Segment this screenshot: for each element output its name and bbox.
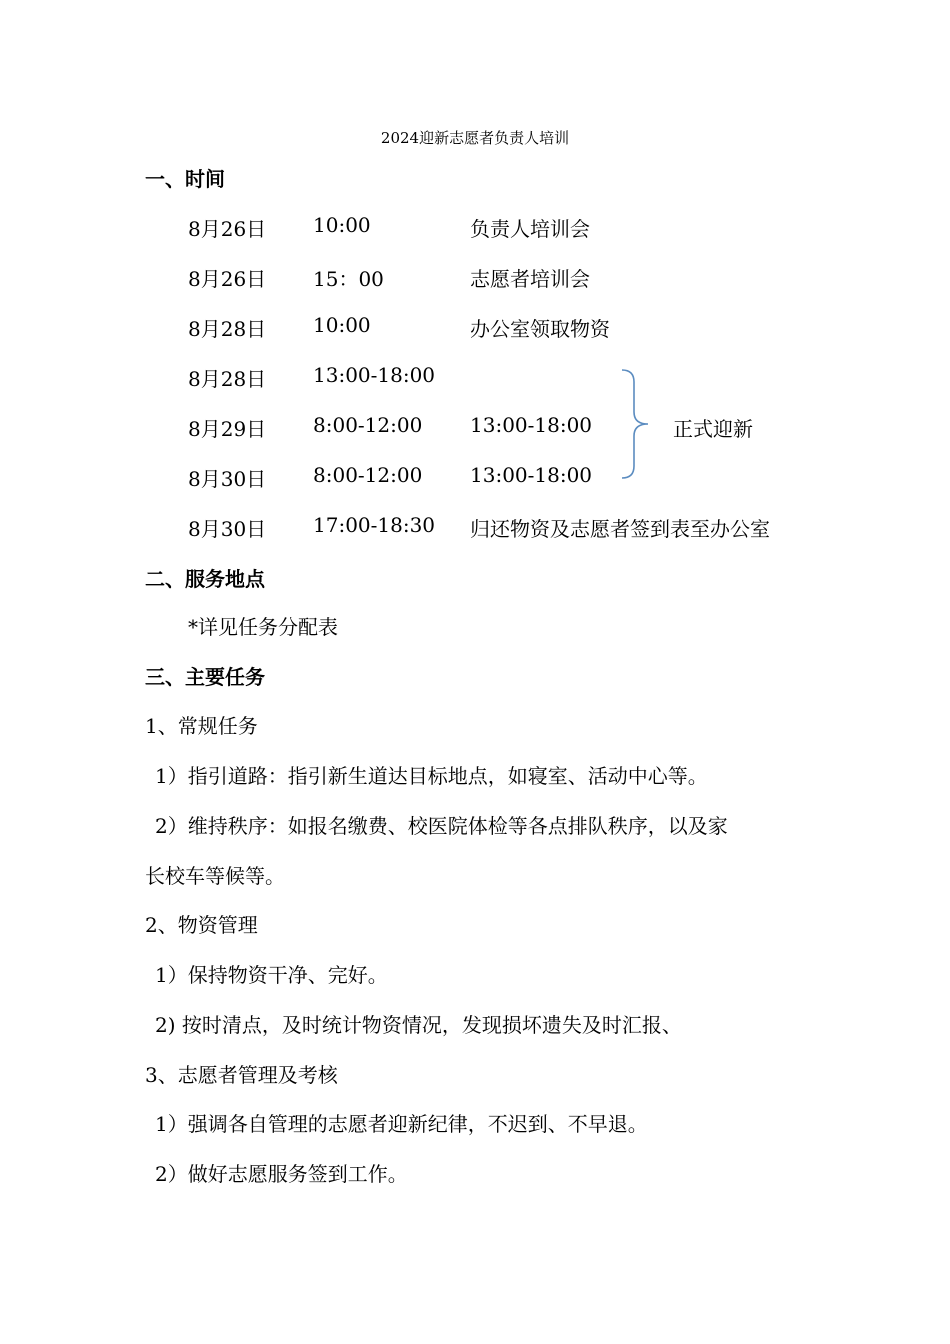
task-item-continued: 长校车等候等。 xyxy=(145,864,285,888)
task-item: 2）维持秩序：如报名缴费、校医院体检等各点排队秩序，以及家 xyxy=(155,814,728,838)
schedule-date: 8月30日 xyxy=(188,467,267,491)
schedule-date: 8月26日 xyxy=(188,217,267,241)
brace-label: 正式迎新 xyxy=(673,417,753,441)
schedule-time: 15：00 xyxy=(313,267,384,291)
schedule-event: 13:00-18:00 xyxy=(470,413,593,437)
task-item: 2) 按时清点，及时统计物资情况，发现损坏遗失及时汇报、 xyxy=(155,1013,682,1037)
schedule-event: 13:00-18:00 xyxy=(470,463,593,487)
schedule-time: 17:00-18:30 xyxy=(313,513,436,537)
schedule-date: 8月28日 xyxy=(188,367,267,391)
task-item: 1）指引道路：指引新生道达目标地点，如寝室、活动中心等。 xyxy=(155,764,708,788)
task-item: 1）保持物资干净、完好。 xyxy=(155,963,388,987)
subsection-title: 2、物资管理 xyxy=(145,913,258,937)
schedule-time: 13:00-18:00 xyxy=(313,363,436,387)
location-note: *详见任务分配表 xyxy=(188,615,338,639)
subsection-title: 1、常规任务 xyxy=(145,714,258,738)
task-item: 1）强调各自管理的志愿者迎新纪律，不迟到、不早退。 xyxy=(155,1112,648,1136)
schedule-date: 8月29日 xyxy=(188,417,267,441)
schedule-date: 8月30日 xyxy=(188,517,267,541)
schedule-event: 志愿者培训会 xyxy=(470,267,590,291)
task-item: 2）做好志愿服务签到工作。 xyxy=(155,1162,408,1186)
schedule-event: 负责人培训会 xyxy=(470,217,590,241)
schedule-date: 8月28日 xyxy=(188,317,267,341)
schedule-time: 8:00-12:00 xyxy=(313,413,423,437)
schedule-date: 8月26日 xyxy=(188,267,267,291)
schedule-event: 办公室领取物资 xyxy=(470,317,610,341)
section-heading-time: 一、时间 xyxy=(145,167,225,191)
section-heading-location: 二、服务地点 xyxy=(145,567,265,591)
document-title: 2024迎新志愿者负责人培训 xyxy=(380,129,570,147)
subsection-title: 3、志愿者管理及考核 xyxy=(145,1063,338,1087)
section-heading-tasks: 三、主要任务 xyxy=(145,665,265,689)
schedule-event: 归还物资及志愿者签到表至办公室 xyxy=(470,517,770,541)
schedule-time: 10:00 xyxy=(313,213,371,237)
schedule-time: 8:00-12:00 xyxy=(313,463,423,487)
schedule-time: 10:00 xyxy=(313,313,371,337)
right-curly-brace xyxy=(618,368,654,480)
